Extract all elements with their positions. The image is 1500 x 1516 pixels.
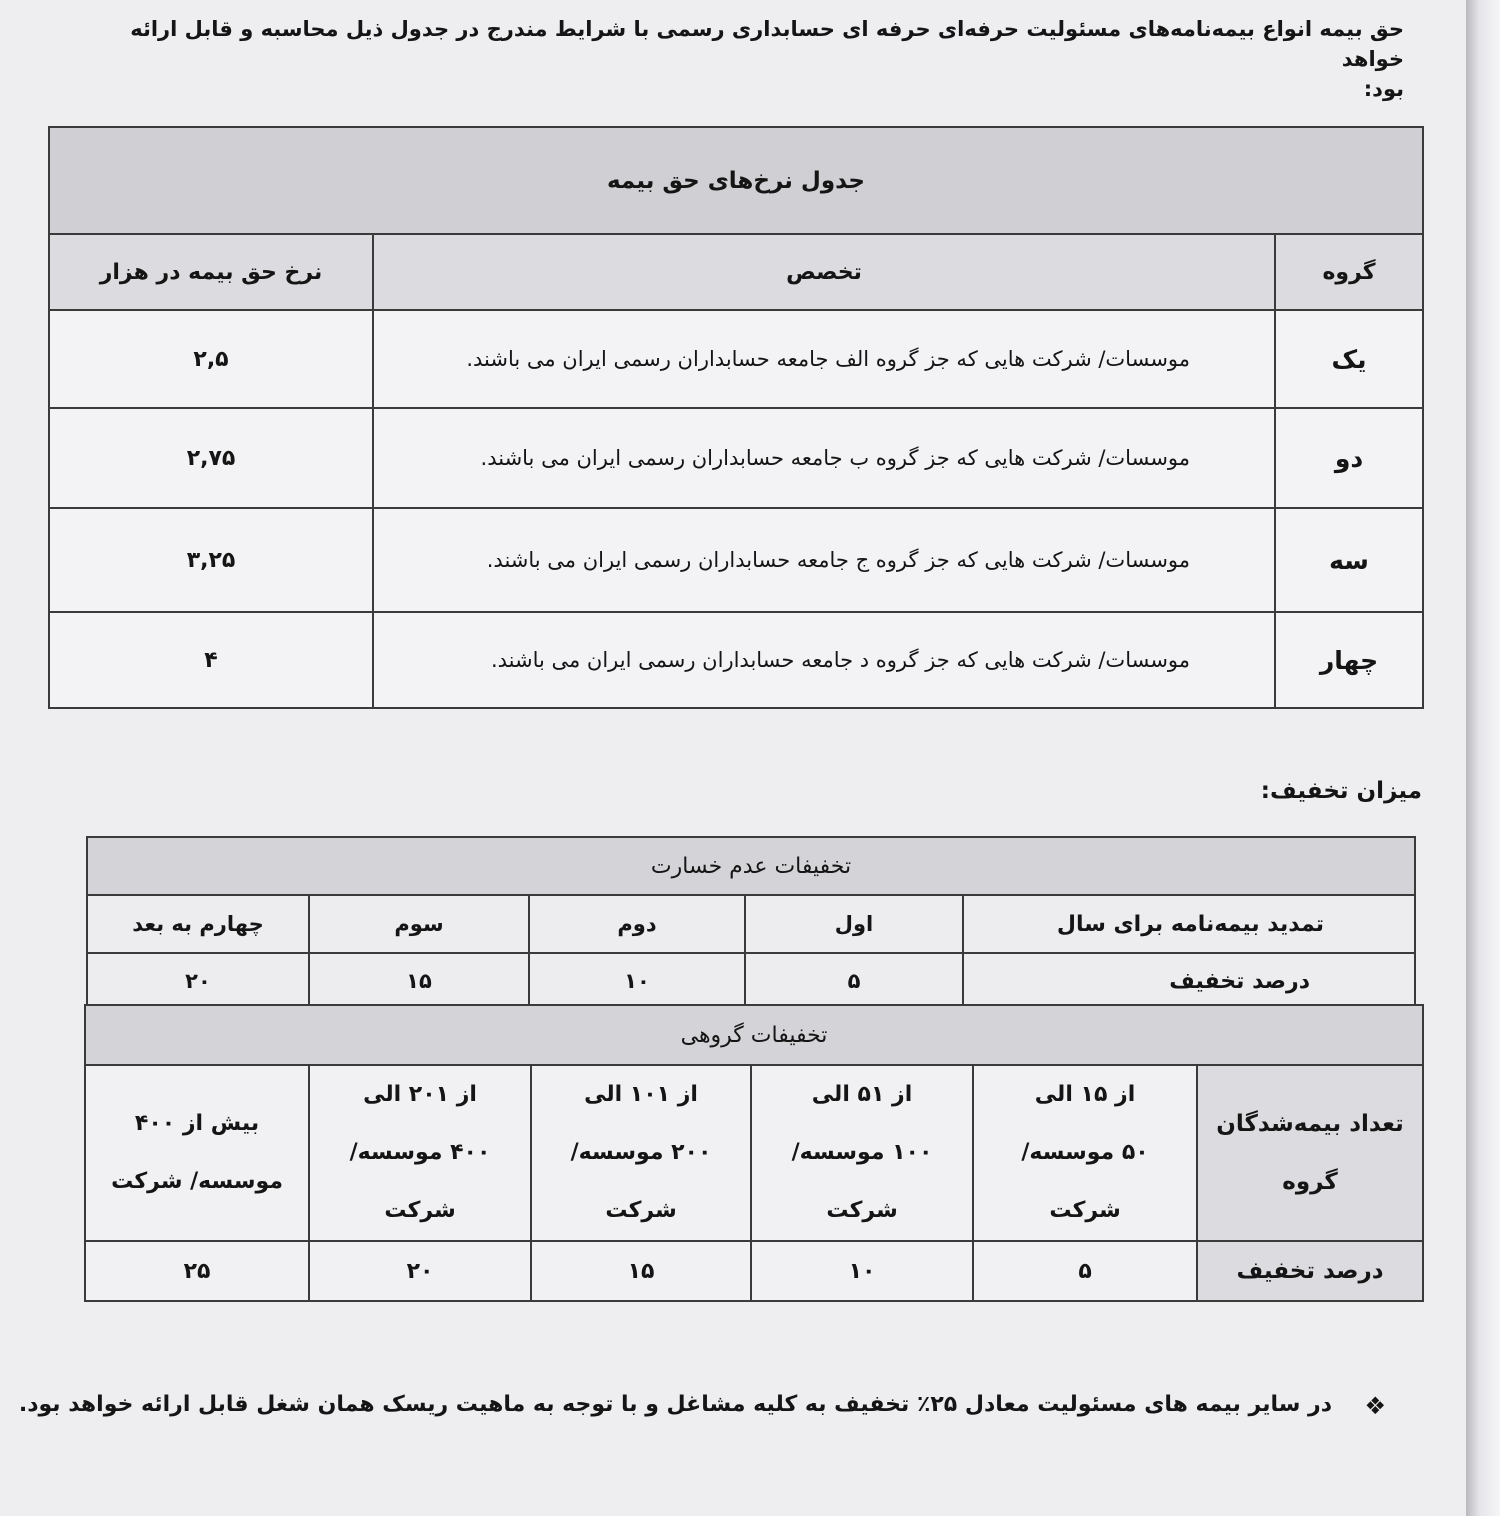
range-cell: از ۲۰۱ الی ۴۰۰ موسسه/ شرکت	[309, 1065, 531, 1241]
rate-cell: ۲,۵	[49, 310, 373, 408]
year-cell: سوم	[309, 895, 529, 953]
specialty-cell: موسسات/ شرکت هایی که جز گروه الف جامعه حسابداران رسمی ایران می باشند.	[373, 310, 1275, 408]
intro-paragraph	[114, 14, 1404, 104]
group-cell: دو	[1275, 408, 1423, 508]
group-cell: چهار	[1275, 612, 1423, 708]
table-row	[87, 895, 1415, 953]
range-cell: از ۱۵ الی ۵۰ موسسه/ شرکت	[973, 1065, 1197, 1241]
footnote	[0, 1392, 1332, 1417]
range-cell: بیش از ۴۰۰ موسسه/ شرکت	[85, 1065, 309, 1241]
header-group: گروه	[1275, 234, 1423, 310]
table-row	[49, 310, 1423, 408]
header-specialty: تخصص	[373, 234, 1275, 310]
table-row	[85, 1065, 1423, 1241]
premium-rates-table	[48, 126, 1424, 709]
group-discount-title: تخفیفات گروهی	[85, 1005, 1423, 1065]
discount-cell: ۲۵	[85, 1241, 309, 1301]
specialty-cell: موسسات/ شرکت هایی که جز گروه ب جامعه حسابداران رسمی ایران می باشند.	[373, 408, 1275, 508]
group-cell: سه	[1275, 508, 1423, 612]
discount-heading: میزان تخفیف:	[1260, 778, 1422, 804]
intro-line-2: بود:	[1363, 77, 1404, 101]
rate-cell: ۲,۷۵	[49, 408, 373, 508]
insured-count-label: تعداد بیمه‌شدگان گروه	[1197, 1065, 1423, 1241]
year-cell: دوم	[529, 895, 745, 953]
discount-cell: ۱۰	[529, 953, 745, 1009]
page-edge	[1466, 0, 1500, 1516]
rates-table-title: جدول نرخ‌های حق بیمه	[49, 127, 1423, 234]
no-claim-title: تخفیفات عدم خسارت	[87, 837, 1415, 895]
discount-percent-label: درصد تخفیف	[963, 953, 1415, 1009]
discount-cell: ۵	[973, 1241, 1197, 1301]
range-cell: از ۱۰۱ الی ۲۰۰ موسسه/ شرکت	[531, 1065, 751, 1241]
footnote-text: در سایر بیمه های مسئولیت معادل ۲۵٪ تخفیف به کلیه مشاغل و با توجه به ماهیت ریسک همان شغل قابل ارائه خواهد بود.	[18, 1392, 1332, 1417]
rate-cell: ۴	[49, 612, 373, 708]
discount-cell: ۱۵	[309, 953, 529, 1009]
discount-cell: ۵	[745, 953, 963, 1009]
discount-cell: ۲۰	[87, 953, 309, 1009]
discount-cell: ۱۵	[531, 1241, 751, 1301]
no-claim-discount-table	[86, 836, 1416, 1010]
range-cell: از ۵۱ الی ۱۰۰ موسسه/ شرکت	[751, 1065, 973, 1241]
group-cell: یک	[1275, 310, 1423, 408]
group-discount-table	[84, 1004, 1424, 1302]
table-row	[49, 612, 1423, 708]
specialty-cell: موسسات/ شرکت هایی که جز گروه د جامعه حسابداران رسمی ایران می باشند.	[373, 612, 1275, 708]
intro-line-1: حق بیمه انواع بیمه‌نامه‌های مسئولیت حرفه‌ای حرفه ای حسابداری رسمی با شرایط مندرج در جدول ذیل محاسبه و قابل ارائه خواهد	[130, 17, 1404, 71]
discount-cell: ۲۰	[309, 1241, 531, 1301]
year-cell: چهارم به بعد	[87, 895, 309, 953]
renewal-year-label: تمدید بیمه‌نامه برای سال	[963, 895, 1415, 953]
table-row	[85, 1241, 1423, 1301]
table-row	[87, 953, 1415, 1009]
rate-cell: ۳,۲۵	[49, 508, 373, 612]
year-cell: اول	[745, 895, 963, 953]
header-rate: نرخ حق بیمه در هزار	[49, 234, 373, 310]
diamond-bullet-icon: ❖	[1364, 1392, 1386, 1420]
discount-percent-label: درصد تخفیف	[1197, 1241, 1423, 1301]
table-row	[49, 508, 1423, 612]
table-row	[49, 408, 1423, 508]
discount-cell: ۱۰	[751, 1241, 973, 1301]
specialty-cell: موسسات/ شرکت هایی که جز گروه ج جامعه حسابداران رسمی ایران می باشند.	[373, 508, 1275, 612]
